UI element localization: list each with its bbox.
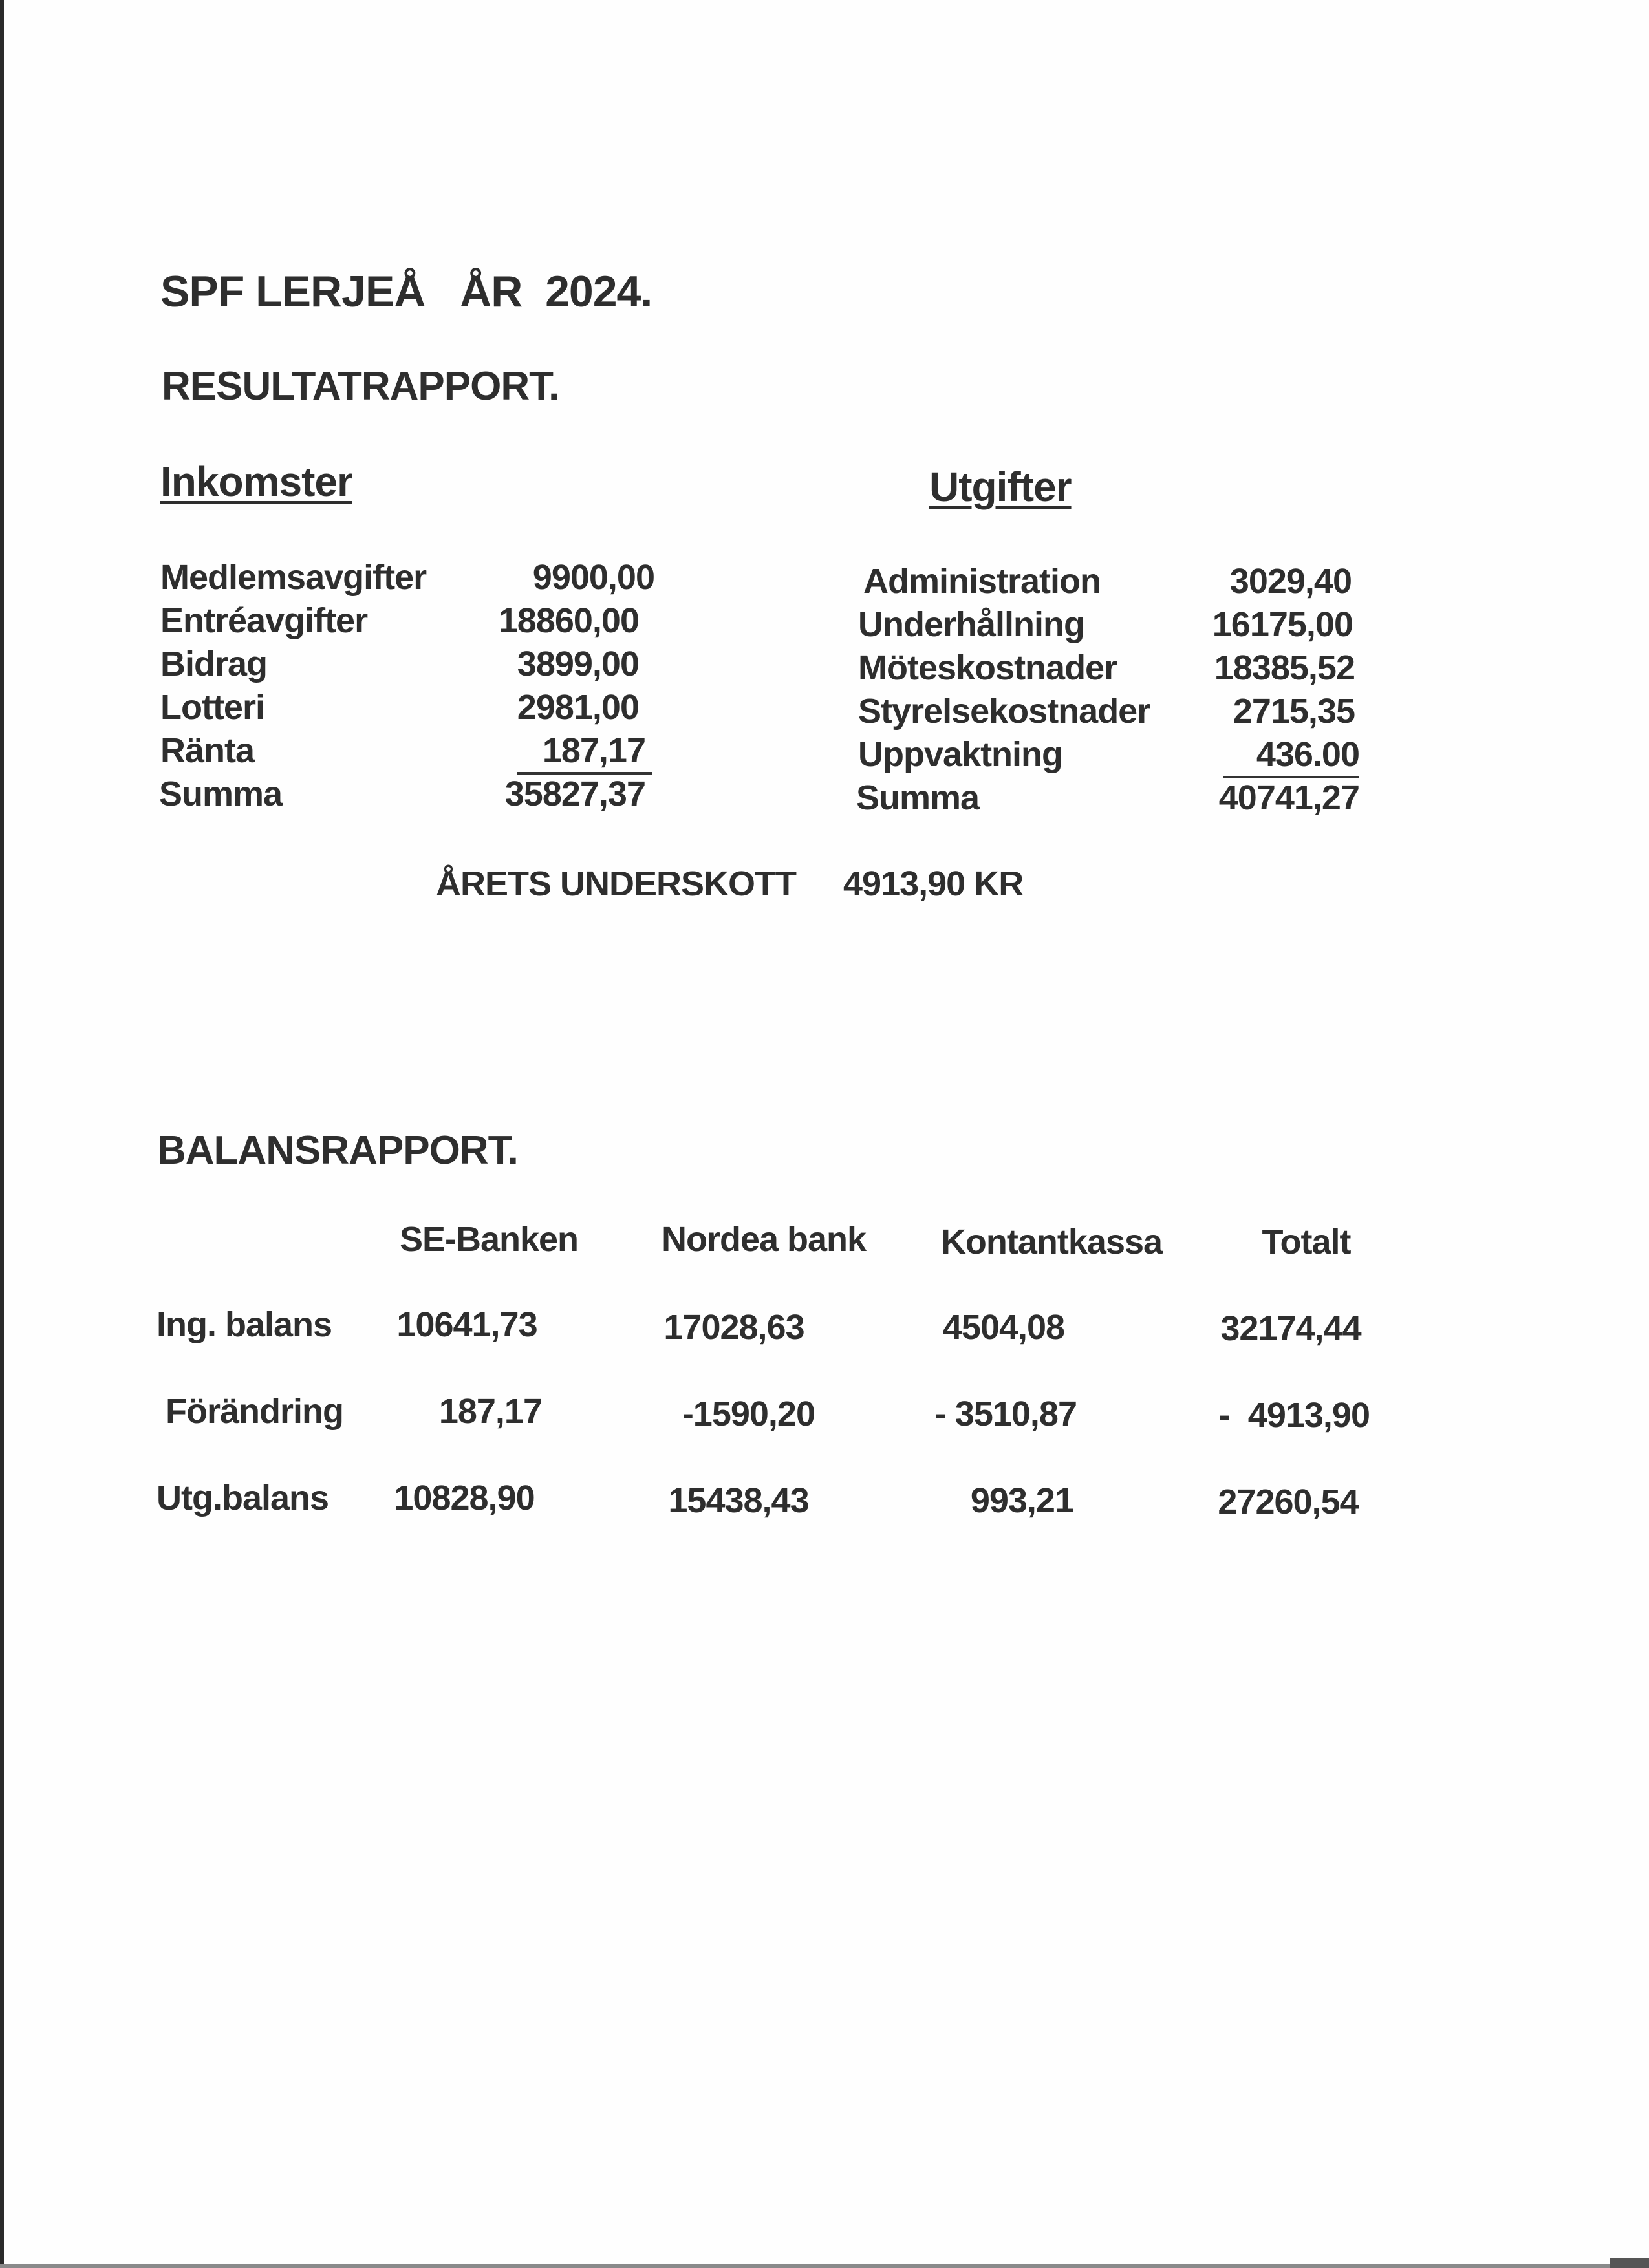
income-label: Lotteri <box>160 688 264 727</box>
balance-col-header: SE-Banken <box>399 1220 579 1259</box>
scan-edge-left <box>0 0 4 2268</box>
expense-value: 436.00 <box>1223 734 1359 778</box>
income-label: Ränta <box>160 731 255 770</box>
income-total-label: Summa <box>159 775 283 813</box>
expense-total-value: 40741,27 <box>1218 778 1359 817</box>
result-label: ÅRETS UNDERSKOTT <box>436 864 797 903</box>
expense-value: 18385,52 <box>1214 648 1355 687</box>
expense-label: Administration <box>863 562 1101 601</box>
expense-label: Uppvaktning <box>858 735 1063 774</box>
balance-cell: 15438,43 <box>668 1481 809 1520</box>
balance-cell: - 3510,87 <box>934 1395 1077 1433</box>
result-value: 4913,90 KR <box>843 864 1024 903</box>
expenses-heading: Utgifter <box>929 464 1072 510</box>
expense-label: Möteskostnader <box>858 648 1117 687</box>
balance-cell: 187,17 <box>438 1392 542 1431</box>
balance-cell: -1590,20 <box>682 1395 815 1433</box>
balance-cell: 27260,54 <box>1218 1482 1359 1521</box>
balance-cell: 32174,44 <box>1220 1309 1361 1348</box>
income-value: 187,17 <box>517 731 652 775</box>
document-title: SPF LERJEÅ ÅR 2024. <box>160 267 652 316</box>
balance-row-label: Ing. balans <box>156 1305 332 1344</box>
balance-col-header: Kontantkassa <box>940 1223 1163 1261</box>
expense-label: Underhållning <box>858 605 1084 644</box>
expense-value: 16175,00 <box>1212 605 1353 644</box>
income-value: 3899,00 <box>517 645 639 683</box>
income-value: 9900,00 <box>532 558 654 597</box>
balance-cell: 993,21 <box>970 1481 1073 1520</box>
balance-cell: - 4913,90 <box>1218 1396 1370 1435</box>
balance-col-header: Nordea bank <box>661 1220 867 1259</box>
income-value: 2981,00 <box>517 688 639 727</box>
balance-row-label: Utg.balans <box>156 1479 329 1517</box>
expense-label: Styrelsekostnader <box>858 692 1150 731</box>
income-label: Bidrag <box>160 645 268 683</box>
balance-row-label: Förändring <box>166 1392 343 1431</box>
balance-col-header: Totalt <box>1262 1223 1351 1261</box>
section-heading-balance: BALANSRAPPORT. <box>157 1128 518 1173</box>
expense-value: 3029,40 <box>1229 562 1352 601</box>
expense-value: 2715,35 <box>1233 692 1355 731</box>
income-label: Medlemsavgifter <box>160 558 427 597</box>
balance-cell: 10641,73 <box>396 1305 537 1344</box>
balance-cell: 4504,08 <box>942 1308 1065 1347</box>
expense-total-label: Summa <box>856 778 980 817</box>
section-heading-result: RESULTATRAPPORT. <box>162 364 559 409</box>
income-total-value: 35827,37 <box>504 775 645 813</box>
scan-edge-bottom <box>0 2264 1649 2268</box>
balance-cell: 10828,90 <box>394 1479 535 1517</box>
scan-corner-mark <box>1610 2258 1649 2268</box>
income-label: Entréavgifter <box>160 601 368 640</box>
income-value: 18860,00 <box>498 601 639 640</box>
income-heading: Inkomster <box>160 458 352 505</box>
balance-cell: 17028,63 <box>663 1308 804 1347</box>
